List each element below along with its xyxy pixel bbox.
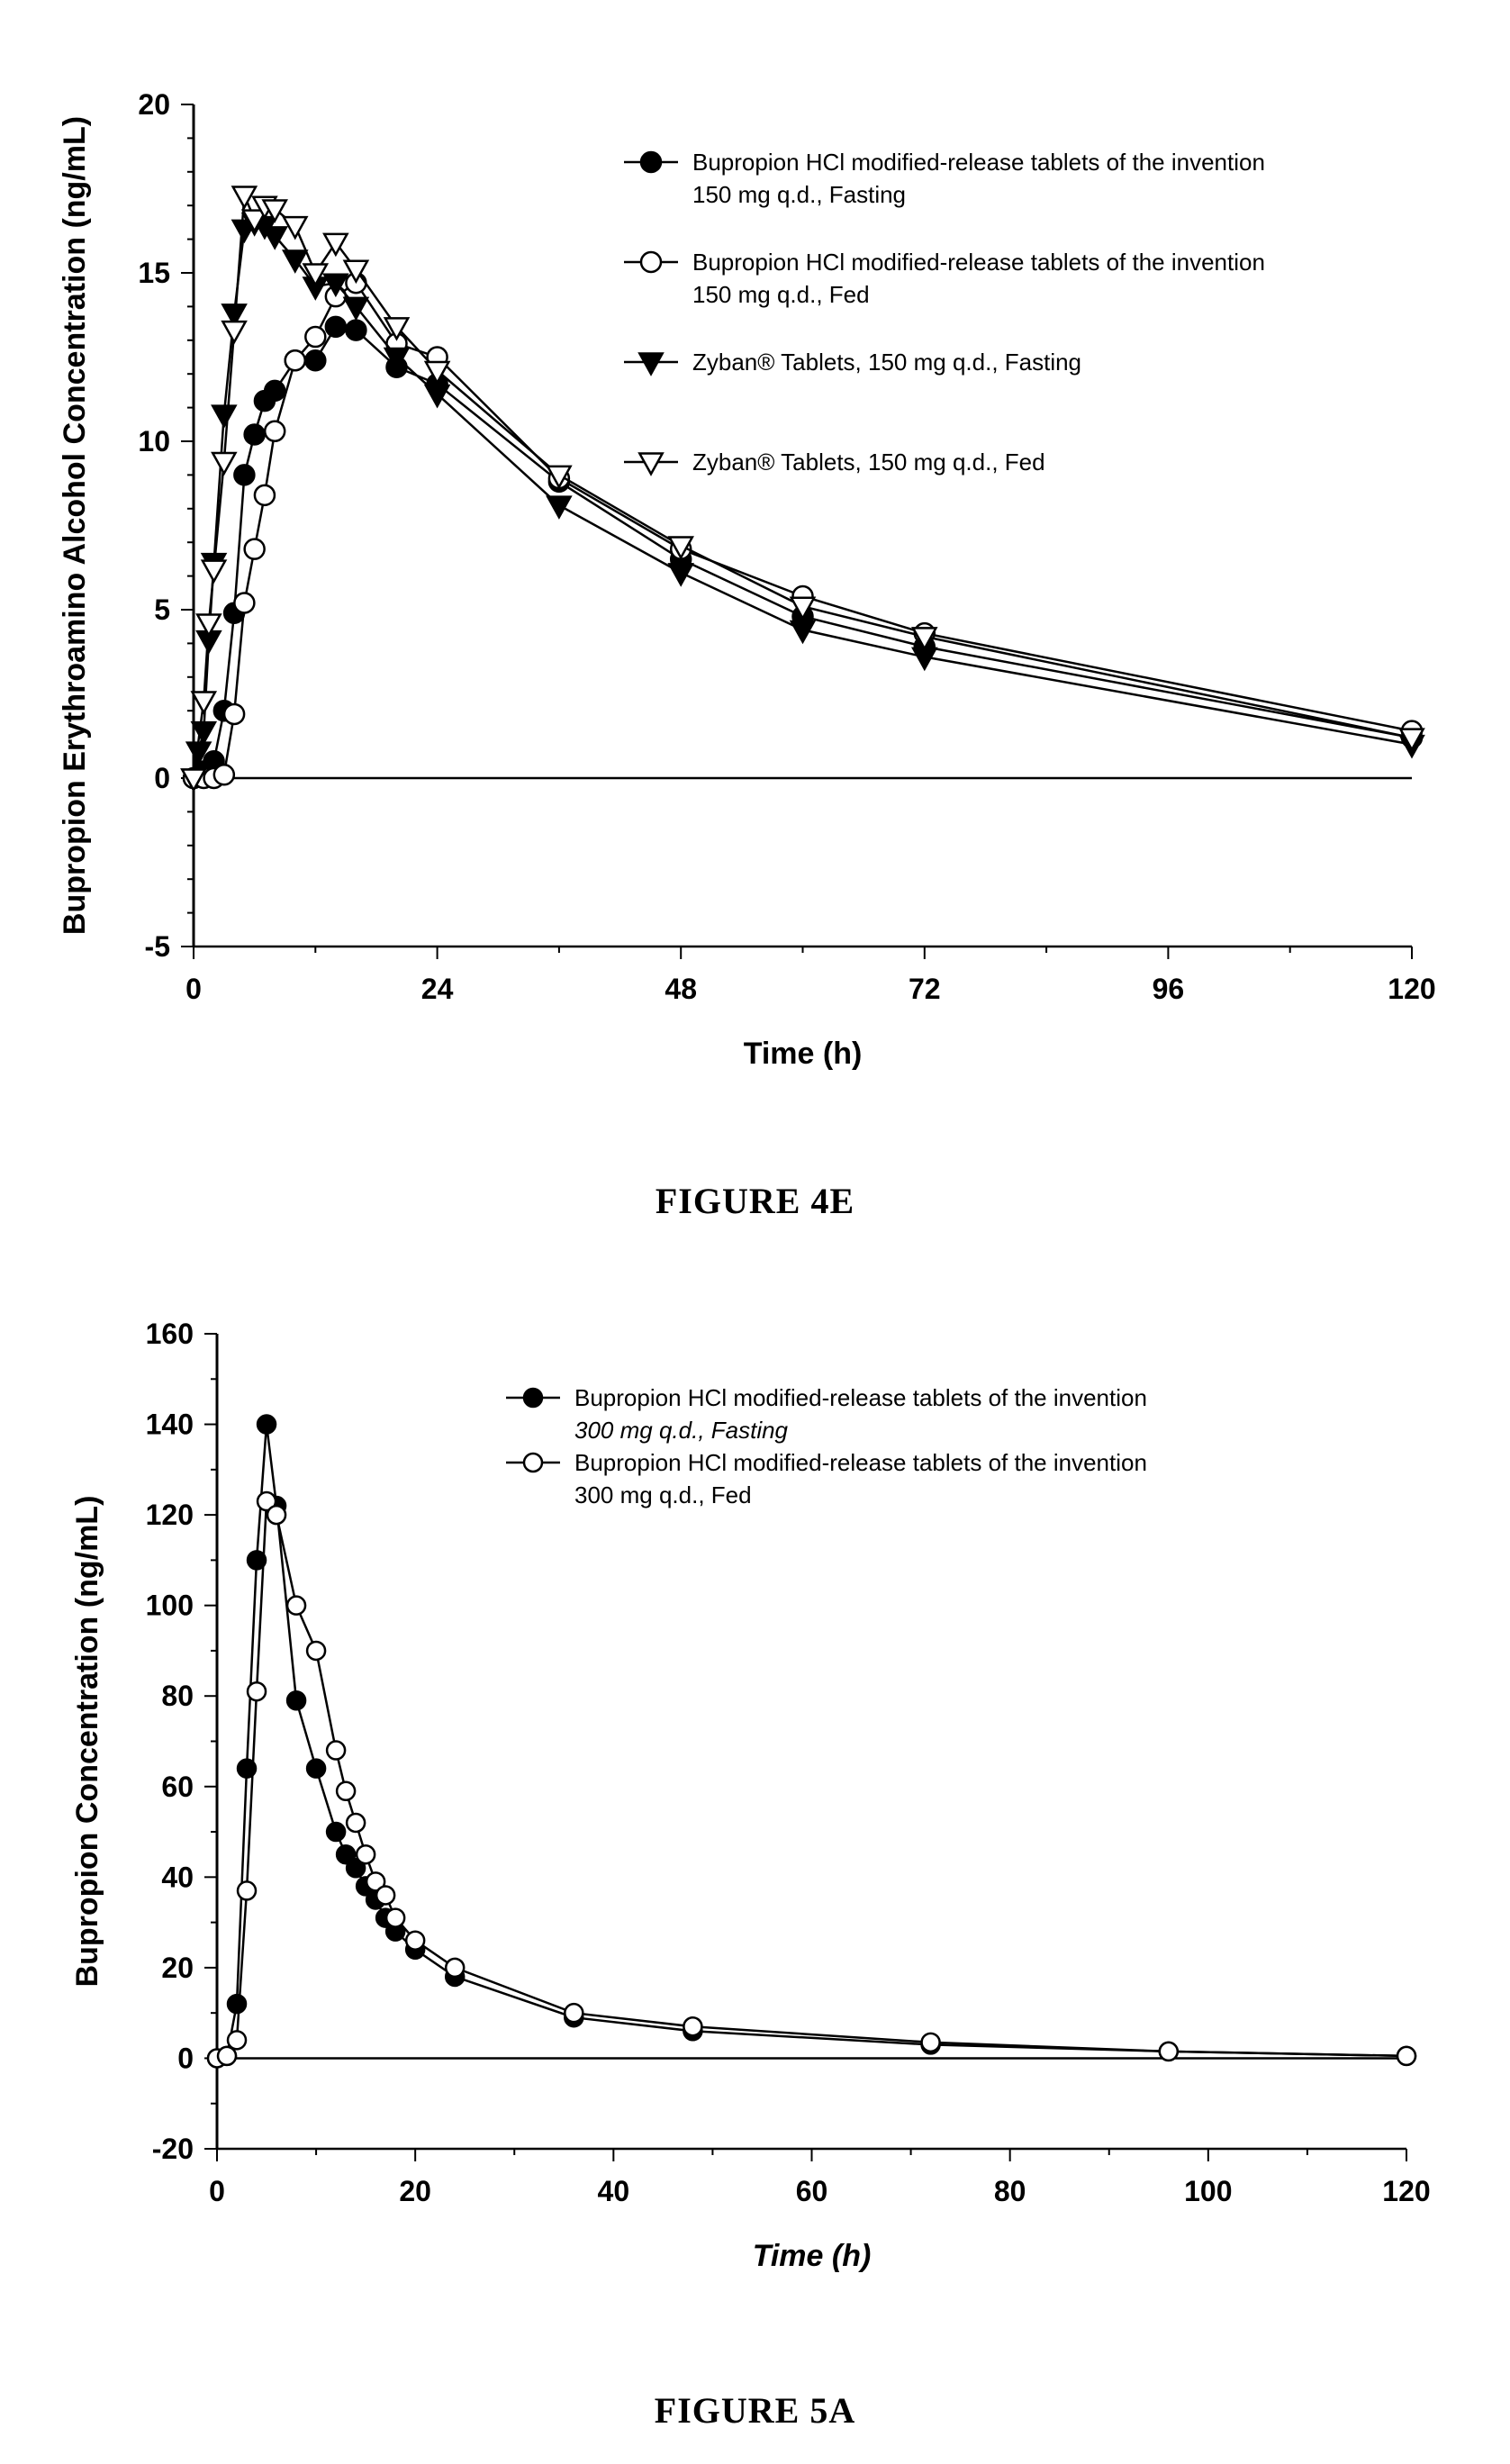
x-axis-title: Time (h) — [752, 2239, 872, 2273]
x-tick-label: 72 — [909, 973, 941, 1005]
series-line — [217, 1501, 1406, 2058]
data-point — [446, 1959, 464, 1977]
legend-label: 150 mg q.d., Fasting — [692, 181, 907, 208]
data-point — [267, 1506, 285, 1524]
y-tick-label: 20 — [161, 1951, 194, 1984]
data-point — [376, 1886, 394, 1904]
figure-5a-caption: FIGURE 5A — [654, 2390, 856, 2431]
y-axis-title: Bupropion Concentration (ng/mL) — [70, 1495, 104, 1988]
legend-label: Bupropion HCl modified-release tablets of the invention — [692, 149, 1265, 176]
x-tick-label: 60 — [795, 2175, 828, 2207]
data-point — [258, 1416, 276, 1434]
legend-label: 300 mg q.d., Fasting — [574, 1417, 789, 1444]
x-tick-label: 48 — [665, 973, 697, 1005]
data-point — [1397, 2047, 1415, 2065]
y-tick-label: 0 — [177, 2042, 194, 2075]
data-point — [248, 1682, 266, 1700]
series-line — [217, 1425, 1406, 2059]
x-tick-label: 0 — [209, 2175, 225, 2207]
legend-marker — [524, 1454, 542, 1472]
x-tick-label: 120 — [1388, 973, 1436, 1005]
data-point — [683, 2017, 701, 2035]
y-tick-label: 60 — [161, 1770, 194, 1803]
data-point — [307, 1642, 325, 1660]
y-tick-label: 80 — [161, 1680, 194, 1713]
y-tick-label: 120 — [145, 1499, 194, 1532]
data-point — [357, 1845, 375, 1863]
y-tick-label: 20 — [138, 88, 170, 121]
y-tick-label: 5 — [154, 593, 170, 626]
y-tick-label: -5 — [144, 930, 170, 963]
y-tick-label: -20 — [151, 2133, 194, 2165]
y-tick-label: 10 — [138, 425, 170, 457]
legend-label: Zyban® Tablets, 150 mg q.d., Fasting — [692, 349, 1082, 376]
y-tick-label: 15 — [138, 257, 170, 289]
y-tick-label: 100 — [145, 1589, 194, 1622]
x-tick-label: 120 — [1382, 2175, 1431, 2207]
legend-label: Bupropion HCl modified-release tablets of the invention — [692, 249, 1265, 276]
data-point — [565, 2004, 583, 2022]
y-tick-label: 0 — [154, 762, 170, 794]
data-point — [307, 1760, 325, 1778]
data-point — [347, 1814, 365, 1832]
legend-label: Bupropion HCl modified-release tablets of the invention — [574, 1449, 1147, 1476]
data-point — [327, 1742, 345, 1760]
data-point — [406, 1932, 424, 1950]
data-point — [218, 2047, 236, 2065]
legend-label: Bupropion HCl modified-release tablets of the invention — [574, 1384, 1147, 1411]
x-tick-label: 100 — [1184, 2175, 1233, 2207]
series-1 — [208, 1384, 1415, 2067]
y-tick-label: 160 — [145, 1318, 194, 1350]
data-point — [922, 2034, 940, 2052]
y-axis-title: Bupropion Erythroamino Alcohol Concentration (ng/mL) — [58, 115, 92, 936]
data-point — [287, 1691, 305, 1709]
x-axis-title: Time (h) — [743, 1037, 863, 1071]
x-tick-label: 80 — [993, 2175, 1026, 2207]
legend-marker — [524, 1389, 542, 1407]
data-point — [228, 2031, 246, 2049]
y-tick-label: 40 — [161, 1861, 194, 1894]
y-tick-label: 140 — [145, 1408, 194, 1441]
data-point — [1160, 2043, 1178, 2061]
data-point — [228, 1995, 246, 2013]
figure-4e-caption: FIGURE 4E — [655, 1181, 855, 1221]
x-tick-label: 24 — [420, 973, 454, 1005]
data-point — [287, 1597, 305, 1615]
x-tick-label: 96 — [1152, 973, 1185, 1005]
data-point — [238, 1881, 256, 1899]
legend-label: 300 mg q.d., Fed — [574, 1481, 752, 1508]
data-point — [337, 1782, 355, 1800]
series-2 — [208, 1449, 1415, 2067]
data-point — [386, 1909, 404, 1927]
x-tick-label: 40 — [597, 2175, 630, 2207]
legend-label: Zyban® Tablets, 150 mg q.d., Fed — [692, 448, 1045, 476]
legend-label: 150 mg q.d., Fed — [692, 281, 870, 308]
x-tick-label: 0 — [185, 973, 202, 1005]
data-point — [327, 1823, 345, 1841]
x-tick-label: 20 — [399, 2175, 431, 2207]
